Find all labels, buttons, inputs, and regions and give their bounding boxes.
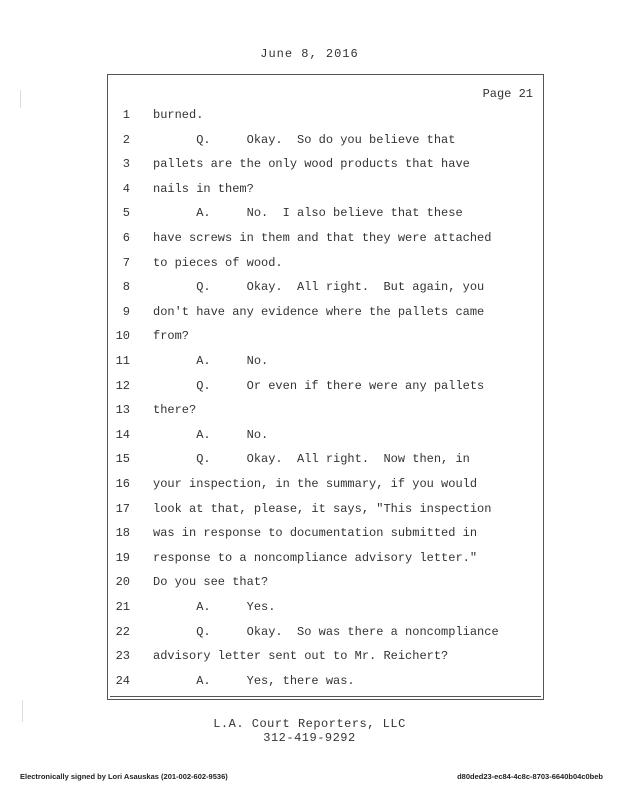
line-text: burned. bbox=[153, 108, 204, 122]
line-number: 15 bbox=[115, 452, 130, 467]
transcript-line bbox=[108, 275, 543, 299]
line-text: don't have any evidence where the pallets came bbox=[153, 304, 485, 319]
line-number: 21 bbox=[115, 600, 130, 614]
line-text: there? bbox=[153, 403, 197, 418]
transcript-line bbox=[108, 497, 543, 521]
transcript-line bbox=[108, 669, 543, 693]
line-number: 6 bbox=[122, 231, 130, 245]
line-number: 9 bbox=[122, 304, 130, 319]
line-number: 3 bbox=[122, 157, 130, 172]
footer-phone: 312-419-9292 bbox=[263, 731, 356, 745]
line-number: 20 bbox=[115, 575, 130, 590]
line-number: 24 bbox=[115, 673, 130, 688]
footer-company: L.A. Court Reporters, LLC bbox=[213, 717, 406, 731]
line-text: Q. Okay. So was there a noncompliance bbox=[153, 624, 499, 639]
line-number: 1 bbox=[122, 108, 130, 122]
transcript-line bbox=[108, 521, 543, 545]
transcript-line bbox=[108, 546, 543, 570]
transcript-line bbox=[108, 324, 543, 348]
line-number: 22 bbox=[115, 624, 130, 639]
line-text: Q. Okay. All right. But again, you bbox=[153, 280, 485, 295]
line-number: 10 bbox=[115, 329, 130, 344]
line-text: from? bbox=[153, 329, 190, 344]
transcript-line bbox=[108, 300, 543, 324]
transcript-page-frame bbox=[107, 74, 544, 700]
line-number: 16 bbox=[115, 477, 130, 491]
line-number: 23 bbox=[115, 649, 130, 664]
transcript-line bbox=[108, 226, 543, 250]
page-number: Page 21 bbox=[482, 87, 533, 101]
header-date: June 8, 2016 bbox=[260, 47, 359, 61]
transcript-line bbox=[108, 103, 543, 127]
line-text: pallets are the only wood products that have bbox=[153, 157, 470, 172]
line-text: nails in them? bbox=[153, 181, 254, 196]
transcript-line bbox=[108, 620, 543, 644]
line-text: Q. Okay. So do you believe that bbox=[153, 132, 456, 147]
document-id: d80ded23-ec84-4c8c-8703-6640b04c0beb bbox=[457, 772, 603, 781]
transcript-line bbox=[108, 595, 543, 619]
line-number: 14 bbox=[115, 427, 130, 442]
line-text: A. No. I also believe that these bbox=[153, 206, 463, 221]
line-number: 11 bbox=[115, 354, 130, 368]
transcript-line bbox=[108, 570, 543, 594]
transcript-line bbox=[108, 423, 543, 447]
line-text: A. No. bbox=[153, 427, 269, 442]
line-number: 5 bbox=[122, 206, 130, 221]
line-text: Q. Or even if there were any pallets bbox=[153, 378, 485, 393]
line-number: 19 bbox=[115, 550, 130, 565]
transcript-line bbox=[108, 152, 543, 176]
transcript-line bbox=[108, 349, 543, 373]
line-number: 7 bbox=[122, 255, 130, 270]
line-text: A. Yes, there was. bbox=[153, 673, 355, 688]
line-text: your inspection, in the summary, if you would bbox=[153, 477, 478, 491]
line-text: A. Yes. bbox=[153, 600, 276, 614]
line-number: 2 bbox=[122, 132, 130, 147]
transcript-line bbox=[108, 447, 543, 471]
line-number: 13 bbox=[115, 403, 130, 418]
line-text: response to a noncompliance advisory letter." bbox=[153, 550, 478, 565]
transcript-line bbox=[108, 128, 543, 152]
margin-scan-mark bbox=[20, 90, 21, 108]
line-text: Q. Okay. All right. Now then, in bbox=[153, 452, 470, 467]
line-number: 12 bbox=[115, 378, 130, 393]
line-text: advisory letter sent out to Mr. Reichert? bbox=[153, 649, 449, 664]
line-text: Do you see that? bbox=[153, 575, 269, 590]
line-number: 17 bbox=[115, 501, 130, 516]
line-number: 8 bbox=[122, 280, 130, 295]
transcript-line bbox=[108, 472, 543, 496]
line-number: 18 bbox=[115, 526, 130, 541]
line-text: to pieces of wood. bbox=[153, 255, 283, 270]
transcript-line bbox=[108, 177, 543, 201]
transcript-line bbox=[108, 644, 543, 668]
line-text: look at that, please, it says, "This inspection bbox=[153, 501, 492, 516]
line-number: 4 bbox=[122, 181, 130, 196]
transcript-line bbox=[108, 398, 543, 422]
line-text: was in response to documentation submitted in bbox=[153, 526, 478, 541]
line-text: A. No. bbox=[153, 354, 269, 368]
transcript-line bbox=[108, 251, 543, 275]
electronic-signature-note: Electronically signed by Lori Asauskas (201-002-602-9536) bbox=[20, 772, 228, 781]
line-text: have screws in them and that they were attached bbox=[153, 231, 492, 245]
transcript-line bbox=[108, 374, 543, 398]
transcript-line bbox=[108, 201, 543, 225]
